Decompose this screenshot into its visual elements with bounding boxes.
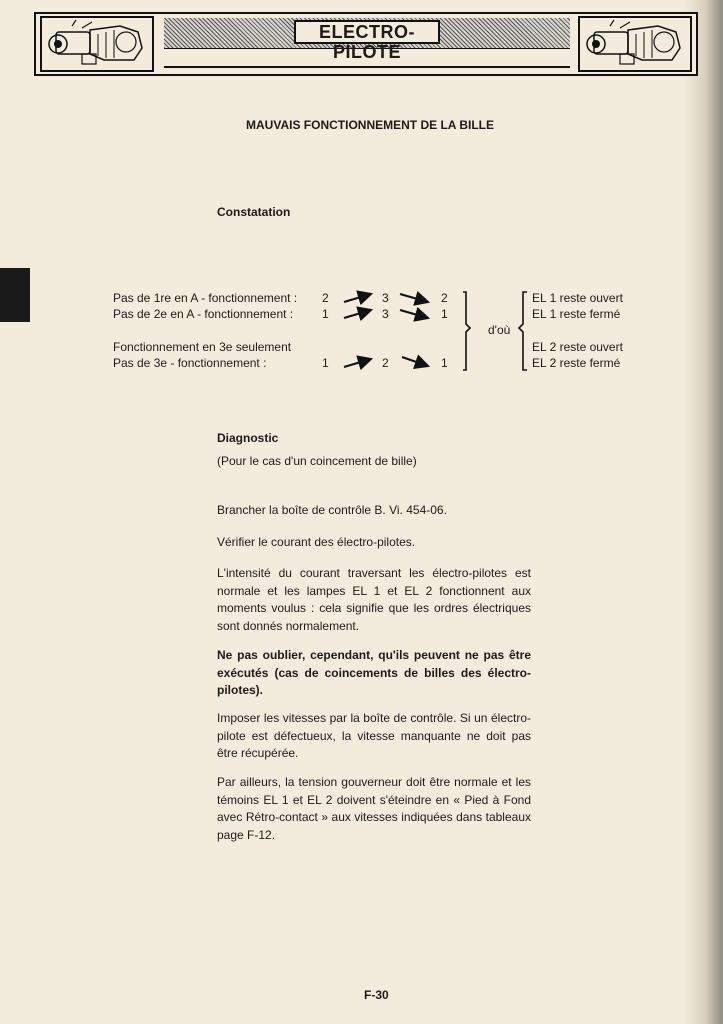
paragraph-intensite: L'intensité du courant traversant les électro-pilotes est normale et les lampes EL 1 et EL 2 fonctionnent aux moments voulus : cela signifie que les ordres électriques sont donnés normalement.	[217, 566, 531, 633]
gear-mid: 3	[382, 291, 389, 305]
row-label: Pas de 3e - fonctionnement :	[113, 356, 267, 370]
gear-mid: 2	[382, 356, 389, 370]
page-header	[34, 12, 698, 76]
dou-label: d'où	[488, 323, 511, 337]
gear-mid: 3	[382, 307, 389, 321]
section-edge-tab	[0, 268, 30, 322]
diagnostic-subtitle: (Pour le cas d'un coincement de bille)	[217, 454, 417, 468]
row-label: Pas de 2e en A - fonctionnement :	[113, 307, 294, 321]
result-item: EL 1 reste ouvert	[532, 291, 623, 305]
result-item: EL 2 reste ouvert	[532, 340, 623, 354]
paragraph-imposer: Imposer les vitesses par la boîte de contrôle. Si un électro-pilote est défectueux, la vitesse manquante ne doit pas être récupérée.	[217, 711, 531, 760]
down-arrow-icon	[400, 294, 428, 366]
diagnostic-heading: Diagnostic	[217, 431, 279, 445]
result-item: EL 2 reste fermé	[532, 356, 621, 370]
gear-to: 1	[441, 356, 448, 370]
gear-from: 1	[322, 307, 329, 321]
gear-from: 2	[322, 291, 329, 305]
header-title: ELECTRO-PILOTE	[294, 20, 440, 44]
paragraph-verifier: Vérifier le courant des électro-pilotes.	[217, 535, 416, 549]
result-item: EL 1 reste fermé	[532, 307, 621, 321]
paragraph-warning: Ne pas oublier, cependant, qu'ils peuvent ne pas être exécutés (cas de coincements de billes des électro-pilotes).	[217, 648, 531, 697]
up-arrow-icon	[344, 294, 371, 367]
row-label: Pas de 1re en A - fonctionnement :	[113, 291, 298, 305]
gearbox-logo-right	[578, 16, 692, 72]
gear-to: 2	[441, 291, 448, 305]
section-title: MAUVAIS FONCTIONNEMENT DE LA BILLE	[246, 118, 494, 132]
row-label: Fonctionnement en 3e seulement	[113, 340, 292, 354]
page-number: F-30	[364, 988, 389, 1002]
right-brace-icon	[463, 292, 470, 370]
gearbox-logo-left	[40, 16, 154, 72]
paragraph-tension: Par ailleurs, la tension gouverneur doit être normale et les témoins EL 1 et EL 2 doivent s'éteindre en « Pied à Fond avec Rétro-contact » aux vitesses indiquées dans tableaux page F-12.	[217, 775, 531, 842]
left-brace-icon	[519, 292, 527, 370]
header-rule	[164, 66, 570, 68]
paragraph-brancher: Brancher la boîte de contrôle B. Vi. 454-06.	[217, 503, 447, 517]
constatation-heading: Constatation	[217, 205, 291, 219]
page-edge-shadow	[683, 0, 723, 1024]
gear-to: 1	[441, 307, 448, 321]
gear-from: 1	[322, 356, 329, 370]
